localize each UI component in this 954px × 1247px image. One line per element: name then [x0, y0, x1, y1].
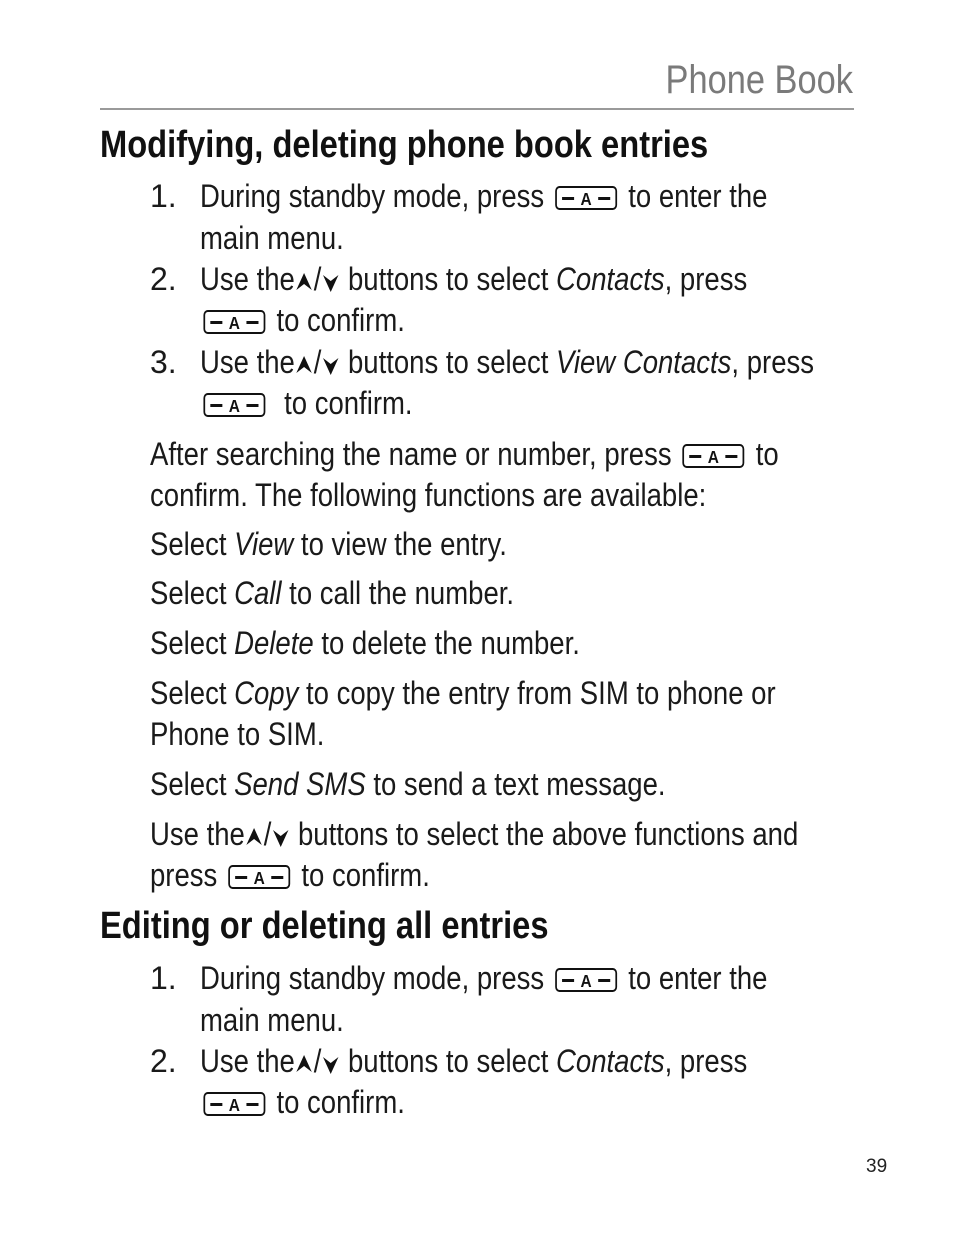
step1-line: During standby mode, press A to enter the: [200, 178, 768, 214]
step-number: 3.: [150, 344, 177, 380]
page-number: 39: [866, 1156, 888, 1177]
svg-text:A: A: [253, 867, 265, 887]
step2-cont: A to confirm.: [200, 300, 438, 340]
step-number: 1.: [150, 960, 177, 996]
menu-key-icon: [555, 186, 617, 210]
step3-line: Use the / buttons to select View Contacts, press: [200, 342, 914, 386]
up-arrow-icon: [295, 263, 314, 303]
up-arrow-icon: [295, 1045, 314, 1085]
step2-line: Use the / buttons to select Contacts, press: [200, 259, 836, 303]
after-search-cont: confirm. The following functions are available:: [150, 477, 707, 513]
menu-key-icon: [683, 444, 745, 468]
after-search-line: After searching the name or number, press A to: [150, 436, 779, 472]
menu-key-icon: [228, 865, 290, 889]
up-arrow-icon: [245, 818, 264, 858]
s2-step1-cont: main menu.: [200, 1002, 344, 1038]
section-heading-modifying: Modifying, deleting phone book entries: [100, 124, 709, 166]
svg-text:A: A: [228, 395, 240, 415]
step1-cont: main menu.: [200, 220, 344, 256]
down-arrow-icon: [271, 818, 290, 858]
menu-key-icon: [203, 1092, 265, 1116]
step-number: 2.: [150, 1043, 177, 1079]
function-copy-cont: Phone to SIM.: [150, 716, 325, 752]
function-copy: Select Copy to copy the entry from SIM to phone or: [150, 675, 776, 711]
menu-key-icon: [555, 968, 617, 992]
down-arrow-icon: [321, 346, 340, 386]
step-number: 2.: [150, 261, 177, 297]
down-arrow-icon: [321, 263, 340, 303]
s2-step1-line: During standby mode, press A to enter the: [200, 960, 768, 996]
svg-text:A: A: [708, 446, 720, 466]
use-arrows-cont: press A to confirm.: [150, 857, 430, 893]
s2-step2-cont: A to confirm.: [200, 1082, 438, 1122]
function-view: Select View to view the entry.: [150, 526, 507, 562]
step-number: 1.: [150, 178, 177, 214]
function-delete: Select Delete to delete the number.: [150, 625, 580, 661]
step3-cont: A to confirm.: [200, 383, 447, 423]
function-send-sms: Select Send SMS to send a text message.: [150, 766, 666, 802]
up-arrow-icon: [295, 346, 314, 386]
header-divider: [100, 108, 854, 110]
function-call: Select Call to call the number.: [150, 575, 515, 611]
s2-step2-line: Use the / buttons to select Contacts, press: [200, 1041, 836, 1085]
section-heading-editing: Editing or deleting all entries: [100, 905, 549, 947]
page-header-title: Phone Book: [665, 58, 853, 102]
menu-key-icon: [203, 310, 265, 334]
down-arrow-icon: [321, 1045, 340, 1085]
svg-text:A: A: [228, 1094, 240, 1114]
svg-text:A: A: [580, 970, 592, 990]
use-arrows-line: Use the / buttons to select the above functions and: [150, 814, 904, 858]
svg-text:A: A: [228, 312, 240, 332]
menu-key-icon: [203, 393, 265, 417]
svg-text:A: A: [580, 188, 592, 208]
